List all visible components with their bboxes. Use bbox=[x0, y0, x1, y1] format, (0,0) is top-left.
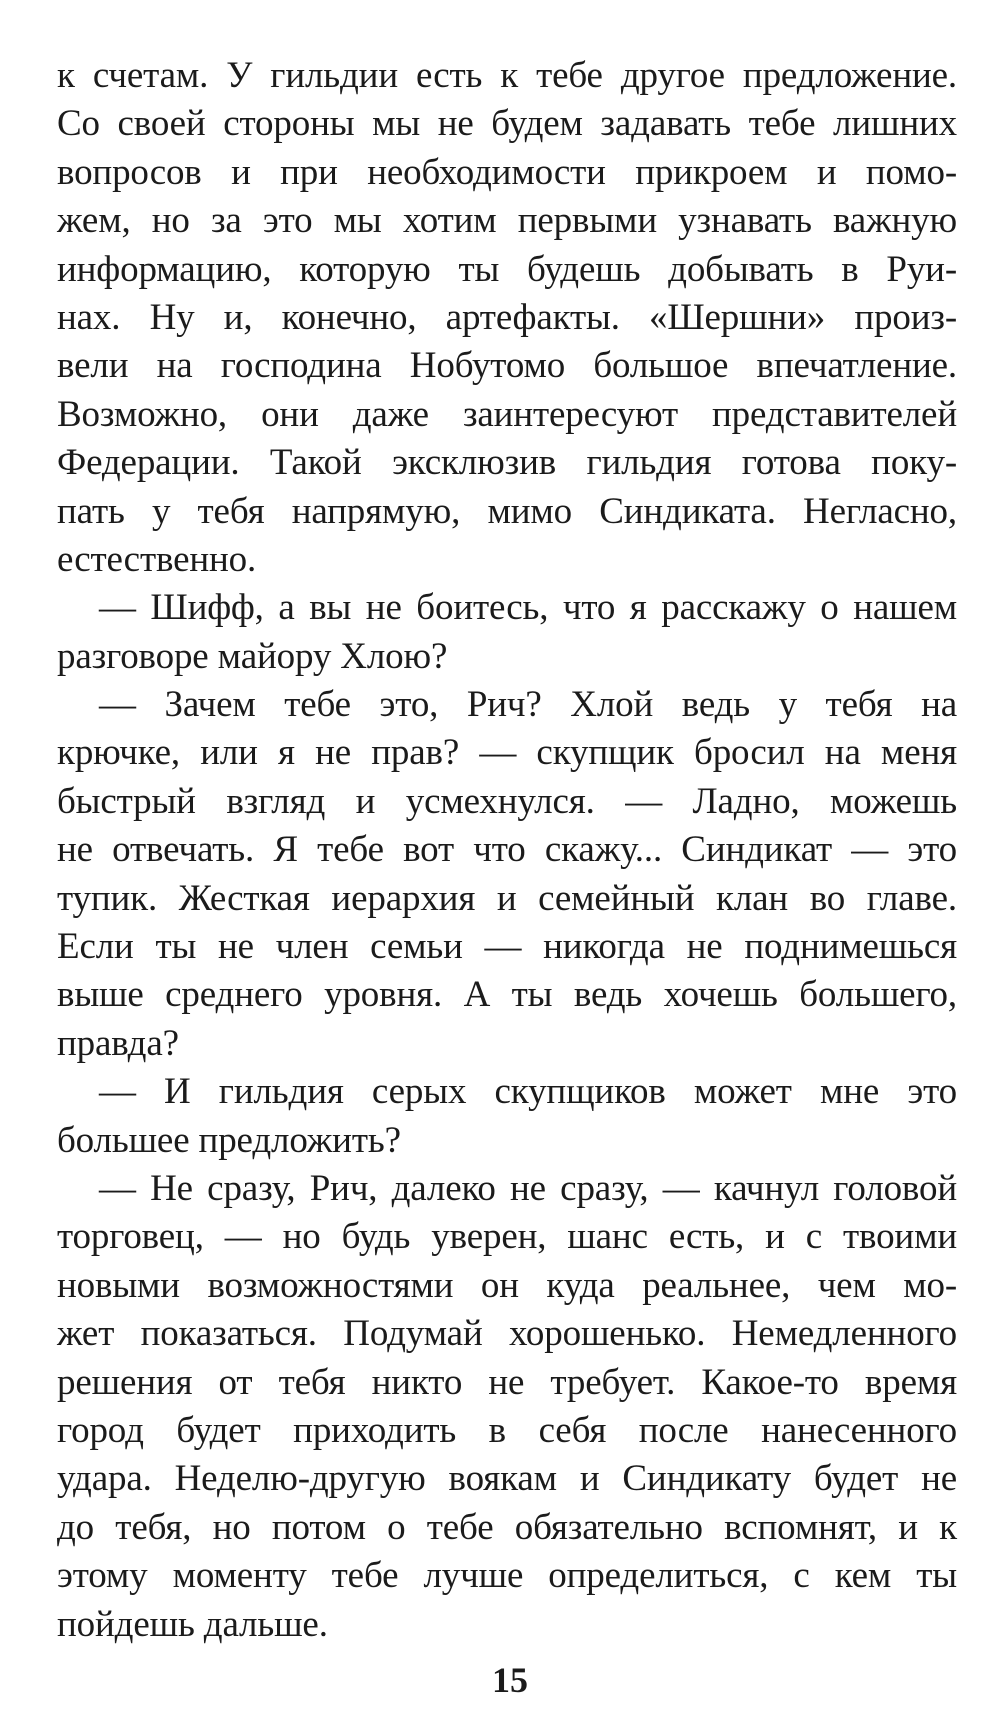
text-line: естественно. bbox=[57, 538, 257, 580]
text-line: до тебя, но потом о тебе обязательно вспомнят, и к bbox=[57, 1506, 957, 1548]
text-line: нах. Ну и, конечно, артефакты. «Шершни» произ- bbox=[57, 296, 957, 338]
text-line: быстрый взгляд и усмехнулся. — Ладно, можешь bbox=[57, 780, 957, 822]
text-line: — И гильдия серых скупщиков может мне это bbox=[99, 1071, 957, 1113]
text-line: — Зачем тебе это, Рич? Хлой ведь у тебя на bbox=[99, 684, 957, 726]
text-line: новыми возможностями он куда реальнее, чем мо- bbox=[57, 1264, 957, 1306]
text-line: торговец, — но будь уверен, шанс есть, и с твоими bbox=[57, 1216, 957, 1258]
text-line: — Не сразу, Рич, далеко не сразу, — качнул головой bbox=[99, 1167, 957, 1209]
text-line: — Шифф, а вы не боитесь, что я расскажу о нашем bbox=[99, 587, 957, 629]
text-line: Со своей стороны мы не будем задавать тебе лишних bbox=[57, 103, 957, 145]
text-line: решения от тебя никто не требует. Какое-то время bbox=[57, 1361, 957, 1403]
text-line: вопросов и при необходимости прикроем и помо- bbox=[57, 151, 957, 193]
text-line: вели на господина Нобутомо большое впечатление. bbox=[57, 345, 957, 387]
text-line: Возможно, они даже заинтересуют представителей bbox=[57, 393, 957, 435]
text-line: пойдешь дальше. bbox=[57, 1603, 328, 1645]
text-line: жем, но за это мы хотим первыми узнавать важную bbox=[57, 200, 957, 242]
text-line: информацию, которую ты будешь добывать в Руи- bbox=[57, 248, 957, 290]
text-line: к счетам. У гильдии есть к тебе другое предложение. bbox=[57, 55, 957, 96]
text-line: крючке, или я не прав? — скупщик бросил на меня bbox=[57, 732, 957, 774]
text-line: Если ты не член семьи — никогда не поднимешься bbox=[57, 926, 957, 968]
page-number: 15 bbox=[492, 1660, 528, 1700]
text-line: жет показаться. Подумай хорошенько. Немедленного bbox=[57, 1313, 957, 1355]
text-line: выше среднего уровня. А ты ведь хочешь большего, bbox=[57, 974, 957, 1016]
body-text bbox=[57, 52, 957, 1649]
text-line: тупик. Жесткая иерархия и семейный клан во главе. bbox=[57, 877, 957, 919]
text-line: не отвечать. Я тебе вот что скажу... Синдикат — это bbox=[57, 829, 957, 871]
text-line: пать у тебя напрямую, мимо Синдиката. Негласно, bbox=[57, 490, 957, 532]
text-line: город будет приходить в себя после нанесенного bbox=[57, 1409, 957, 1451]
text-line: разговоре майору Хлою? bbox=[57, 635, 448, 677]
text-line: большее предложить? bbox=[57, 1119, 401, 1161]
text-line: Федерации. Такой эксклюзив гильдия готова поку- bbox=[57, 442, 957, 484]
text-line: удара. Неделю-другую воякам и Синдикату будет не bbox=[57, 1458, 957, 1500]
text-line: правда? bbox=[57, 1022, 179, 1064]
text-line: этому моменту тебе лучше определиться, с кем ты bbox=[57, 1555, 957, 1597]
